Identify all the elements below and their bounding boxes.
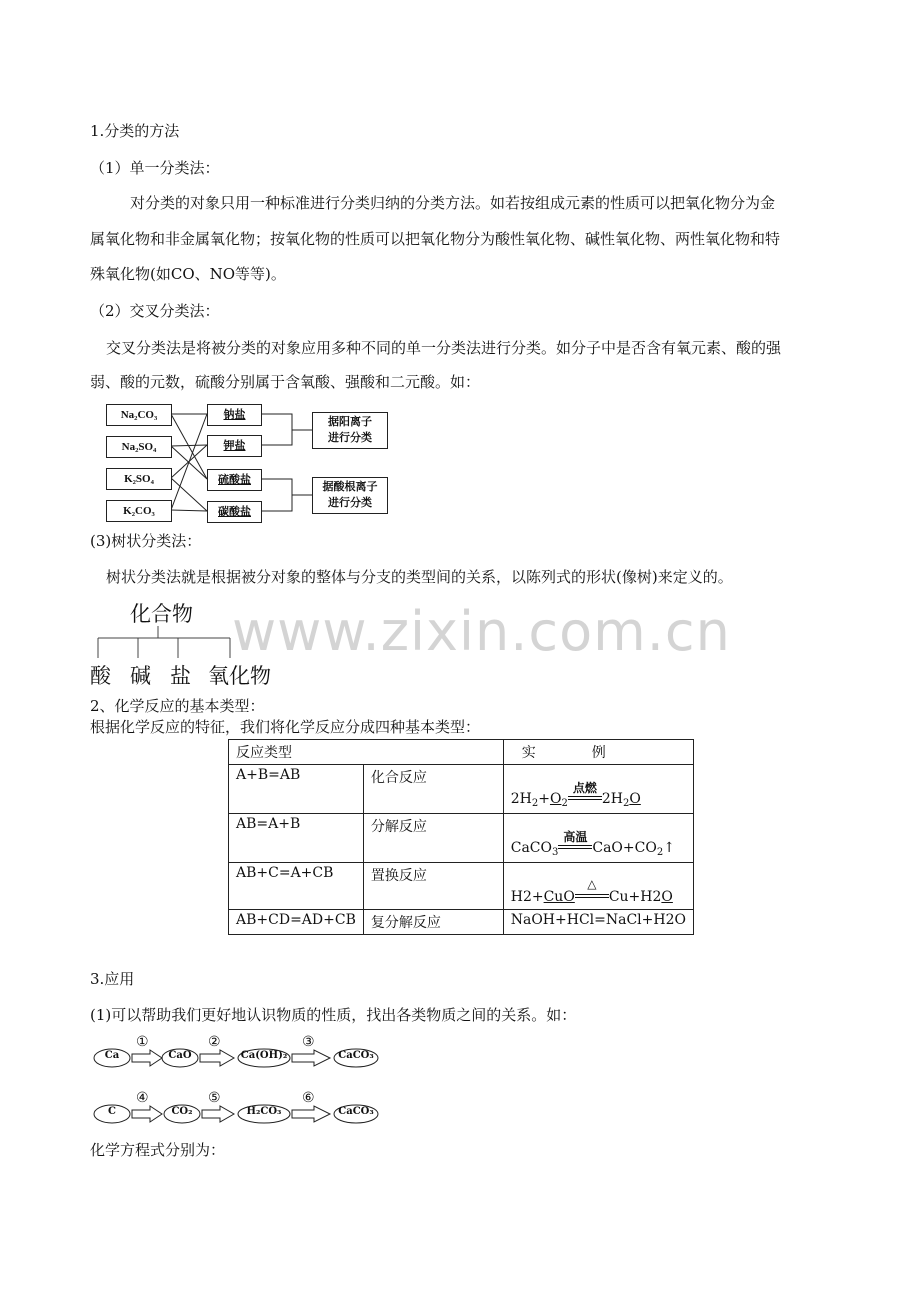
equations-label: 化学方程式分别为： — [90, 1141, 226, 1159]
tree-leaf-salt: 盐 — [170, 664, 191, 688]
reaction-example: CaCO$_3$ 高温 $CaO+CO_2↑$ — [503, 814, 693, 863]
condition-label: 高温 — [563, 830, 588, 844]
box-line: 进行分类 — [328, 497, 372, 509]
box-line: 据阳离子 — [328, 416, 372, 428]
reaction-formula: AB+C=A+CB — [229, 863, 364, 910]
na2co3-box: Na₂CO₃ — [106, 404, 172, 426]
chain-node: CO₂ — [171, 1106, 193, 1117]
paragraph-line: 弱、酸的元数，硫酸分别属于含氧酸、强酸和二元酸。如： — [90, 373, 481, 391]
condition-mark — [575, 879, 609, 905]
section3-line: (1)可以帮助我们更好地认识物质的性质，找出各类物质之间的关系。如： — [90, 1006, 577, 1024]
reaction-name: 分解反应 — [363, 814, 503, 863]
sodium-salt-box — [207, 404, 262, 426]
table-row — [229, 863, 694, 910]
paragraph-line: 树状分类法就是根据被分对象的整体与分支的类型间的关系，以陈列式的形状(像树)来定义的。 — [106, 568, 733, 586]
header-reaction-type: 反应类型 — [229, 740, 504, 765]
sulfate-label: 硫酸盐 — [218, 474, 251, 486]
section2-intro: 根据化学反应的特征，我们将化学反应分成四种基本类型： — [90, 718, 481, 736]
tree-leaf-oxide: 氧化物 — [208, 664, 271, 688]
chain-node: Ca — [104, 1050, 120, 1061]
reaction-chain-1 — [92, 1034, 392, 1072]
k2so4-box: K₂SO₄ — [106, 468, 172, 490]
reaction-name: 置换反应 — [363, 863, 503, 910]
condition-label: △ — [587, 877, 597, 891]
paragraph-line: 属氧化物和非金属氧化物；按氧化物的性质可以把氧化物分为酸性氧化物、碱性氧化物、两性氧化物和特 — [90, 230, 781, 248]
table-row — [229, 765, 694, 814]
reaction-name: 化合反应 — [363, 765, 503, 814]
cross-classification-title: （2）交叉分类法： — [90, 302, 220, 320]
box-line: 进行分类 — [328, 432, 372, 444]
step-number: ⑤ — [208, 1090, 221, 1106]
watermark: www.zixin.com.cn — [232, 600, 731, 663]
reaction-name: 复分解反应 — [363, 910, 503, 935]
paragraph-line: 殊氧化物(如CO、NO等等)。 — [90, 265, 286, 283]
chain-node: CaCO₃ — [338, 1050, 374, 1061]
carbonate-box — [207, 501, 262, 523]
step-number: ③ — [302, 1034, 315, 1050]
reaction-chain-2 — [92, 1090, 392, 1128]
tree-leaf-acid: 酸 — [90, 664, 111, 688]
sodium-salt-label: 钠盐 — [223, 409, 246, 421]
reaction-example: NaOH+HCl=NaCl+H2O — [503, 910, 693, 935]
chain-node: CaO — [168, 1050, 192, 1061]
reaction-types-table — [228, 739, 694, 935]
step-number: ⑥ — [302, 1090, 315, 1106]
paragraph-line: 交叉分类法是将被分类的对象应用多种不同的单一分类法进行分类。如分子中是否含有氧元素、酸的强 — [106, 339, 782, 357]
tree-classification-title: (3)树状分类法： — [90, 532, 202, 550]
potassium-salt-label: 钾盐 — [223, 440, 246, 452]
reaction-formula: AB=A+B — [229, 814, 364, 863]
condition-mark — [568, 781, 602, 807]
chain-node: Ca(OH)₂ — [240, 1050, 288, 1061]
reaction-example: $2H_2+O_2$ 点燃 $2H_2O$ — [503, 765, 693, 814]
paragraph-line: 对分类的对象只用一种标准进行分类归纳的分类方法。如若按组成元素的性质可以把氧化物分为金 — [130, 194, 776, 212]
step-number: ② — [208, 1034, 221, 1050]
condition-equals — [568, 796, 602, 800]
section3-heading: 3.应用 — [90, 970, 135, 988]
section2-heading: 2、化学反应的基本类型： — [90, 697, 265, 715]
reaction-formula: AB+CD=AD+CB — [229, 910, 364, 935]
step-number: ④ — [136, 1090, 149, 1106]
table-row — [229, 814, 694, 863]
anion-classification-box — [312, 477, 388, 514]
na2so4-box: Na₂SO₄ — [106, 436, 172, 458]
tree-leaf-base: 碱 — [130, 664, 151, 688]
reaction-example: H2+CuO △ Cu+H2O — [503, 863, 693, 910]
condition-equals — [558, 845, 592, 849]
condition-label: 点燃 — [572, 781, 597, 795]
chain-node: H₂CO₃ — [246, 1106, 282, 1117]
reaction-formula: A+B=AB — [229, 765, 364, 814]
carbonate-label: 碳酸盐 — [218, 506, 251, 518]
condition-mark — [558, 830, 592, 856]
chain-node: C — [108, 1106, 116, 1117]
single-classification-title: （1）单一分类法： — [90, 159, 220, 177]
step-number: ① — [136, 1034, 149, 1050]
cation-classification-box — [312, 412, 388, 449]
sulfate-box — [207, 469, 262, 491]
tree-root: 化合物 — [130, 602, 193, 626]
condition-equals — [575, 894, 609, 898]
section1-heading: 1.分类的方法 — [90, 122, 180, 140]
chain-node: CaCO₃ — [338, 1106, 374, 1117]
potassium-salt-box — [207, 435, 262, 457]
table-row — [229, 910, 694, 935]
table-header-row — [229, 740, 694, 765]
k2co3-box: K₂CO₃ — [106, 500, 172, 522]
box-line: 据酸根离子 — [322, 481, 378, 493]
header-example: 实 例 — [503, 740, 693, 765]
cross-classification-diagram — [100, 400, 400, 520]
